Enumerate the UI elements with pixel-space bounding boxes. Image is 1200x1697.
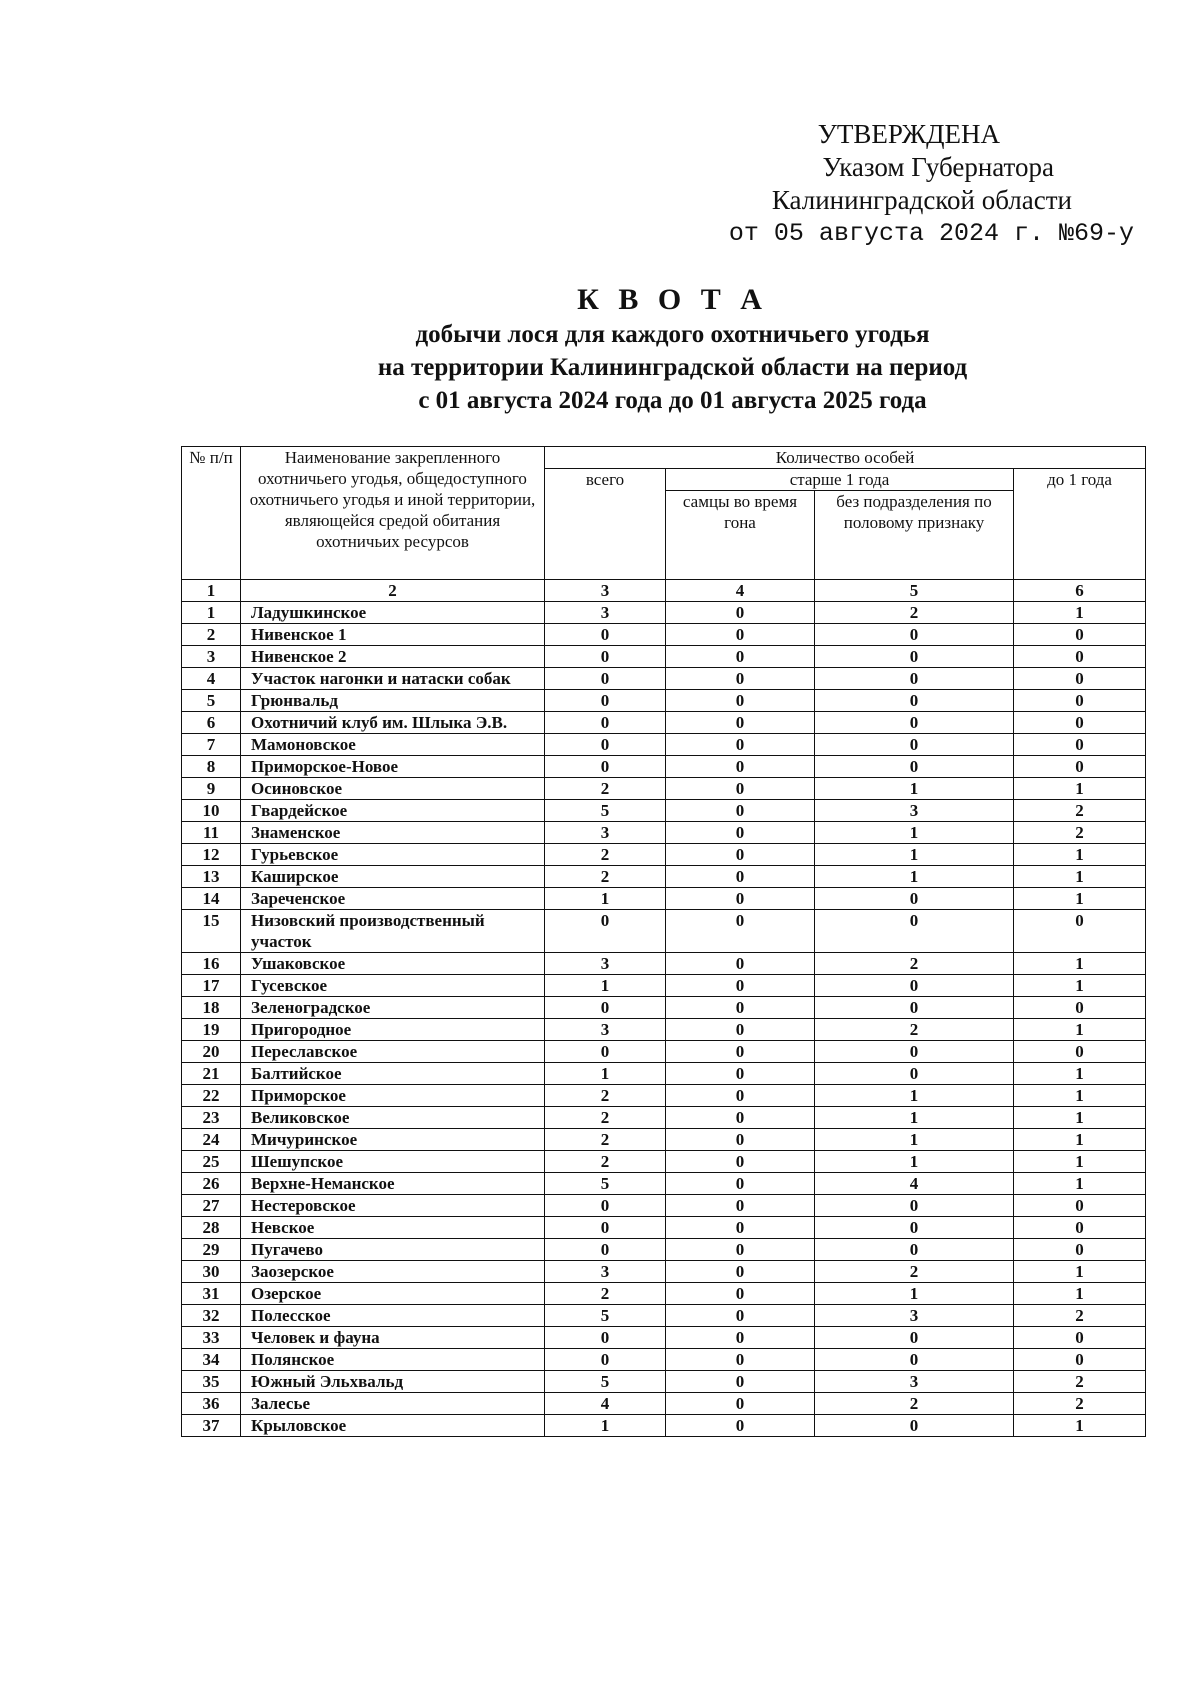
row-number: 21 [182,1063,241,1085]
young-count: 2 [1014,1371,1146,1393]
territory-name: Великовское [241,1107,545,1129]
young-count: 0 [1014,910,1146,953]
young-count: 0 [1014,1239,1146,1261]
row-number: 36 [182,1393,241,1415]
approval-status: УТВЕРЖДЕНА [817,119,1000,149]
males-count: 0 [666,734,815,756]
total-count: 0 [545,712,666,734]
table-row [182,822,1146,844]
young-count: 1 [1014,1085,1146,1107]
young-count: 1 [1014,866,1146,888]
total-count: 1 [545,975,666,997]
total-count: 5 [545,1305,666,1327]
table-row [182,756,1146,778]
males-count: 0 [666,1371,815,1393]
males-count: 0 [666,910,815,953]
table-row [182,1217,1146,1239]
total-count: 3 [545,953,666,975]
row-number: 16 [182,953,241,975]
column-index-row [182,580,1146,602]
total-count: 2 [545,1107,666,1129]
row-number: 10 [182,800,241,822]
row-number: 20 [182,1041,241,1063]
row-number: 32 [182,1305,241,1327]
row-number: 13 [182,866,241,888]
territory-name: Балтийское [241,1063,545,1085]
table-row [182,1041,1146,1063]
young-count: 0 [1014,690,1146,712]
territory-name: Невское [241,1217,545,1239]
young-count: 1 [1014,1173,1146,1195]
title-line-1: добычи лося для каждого охотничьего угодья [415,321,930,348]
males-count: 0 [666,1305,815,1327]
total-count: 0 [545,1217,666,1239]
unsexed-count: 0 [815,975,1014,997]
total-count: 0 [545,997,666,1019]
males-count: 0 [666,844,815,866]
total-count: 5 [545,800,666,822]
total-count: 0 [545,1041,666,1063]
males-count: 0 [666,646,815,668]
unsexed-count: 0 [815,888,1014,910]
row-number: 3 [182,646,241,668]
territory-name: Ладушкинское [241,602,545,624]
row-number: 27 [182,1195,241,1217]
young-count: 1 [1014,975,1146,997]
total-count: 0 [545,690,666,712]
males-count: 0 [666,778,815,800]
territory-name: Южный Эльхвальд [241,1371,545,1393]
total-count: 2 [545,1283,666,1305]
unsexed-count: 2 [815,602,1014,624]
table-row [182,1107,1146,1129]
approval-region: Калининградской области [771,185,1072,215]
row-number: 33 [182,1327,241,1349]
table-row [182,1085,1146,1107]
table-row [182,778,1146,800]
unsexed-count: 0 [815,910,1014,953]
row-number: 23 [182,1107,241,1129]
total-count: 2 [545,1129,666,1151]
unsexed-count: 2 [815,1019,1014,1041]
unsexed-count: 0 [815,1239,1014,1261]
young-count: 1 [1014,953,1146,975]
row-number: 5 [182,690,241,712]
table-row [182,1173,1146,1195]
territory-name: Переславское [241,1041,545,1063]
table-row [182,1195,1146,1217]
table-row [182,1261,1146,1283]
quota-table [181,446,1146,1437]
young-count: 2 [1014,800,1146,822]
header-males: самцы во время гона [666,491,815,580]
row-number: 9 [182,778,241,800]
males-count: 0 [666,1415,815,1437]
unsexed-count: 0 [815,690,1014,712]
row-number: 1 [182,602,241,624]
total-count: 0 [545,1349,666,1371]
males-count: 0 [666,1173,815,1195]
males-count: 0 [666,866,815,888]
unsexed-count: 3 [815,1305,1014,1327]
territory-name: Мамоновское [241,734,545,756]
males-count: 0 [666,1195,815,1217]
table-row [182,1151,1146,1173]
males-count: 0 [666,1129,815,1151]
territory-name: Залесье [241,1393,545,1415]
unsexed-count: 1 [815,866,1014,888]
young-count: 1 [1014,1283,1146,1305]
territory-name: Грюнвальд [241,690,545,712]
unsexed-count: 1 [815,822,1014,844]
approval-authority: Указом Губернатора [822,152,1054,182]
table-row [182,1239,1146,1261]
males-count: 0 [666,1085,815,1107]
title-line-2: на территории Калининградской области на период [377,354,968,381]
row-number: 35 [182,1371,241,1393]
territory-name: Охотничий клуб им. Шлыка Э.В. [241,712,545,734]
total-count: 0 [545,1195,666,1217]
males-count: 0 [666,602,815,624]
row-number: 18 [182,997,241,1019]
row-number: 11 [182,822,241,844]
males-count: 0 [666,756,815,778]
total-count: 3 [545,1261,666,1283]
unsexed-count: 0 [815,668,1014,690]
unsexed-count: 2 [815,953,1014,975]
table-row [182,953,1146,975]
unsexed-count: 0 [815,1041,1014,1063]
young-count: 0 [1014,712,1146,734]
males-count: 0 [666,1283,815,1305]
males-count: 0 [666,888,815,910]
total-count: 1 [545,1063,666,1085]
territory-name: Заозерское [241,1261,545,1283]
unsexed-count: 4 [815,1173,1014,1195]
table-row [182,602,1146,624]
unsexed-count: 0 [815,624,1014,646]
males-count: 0 [666,1239,815,1261]
males-count: 0 [666,712,815,734]
territory-name: Человек и фауна [241,1327,545,1349]
males-count: 0 [666,822,815,844]
header-nosex: без подразделения по половому признаку [815,491,1014,580]
title-line-3: с 01 августа 2024 года до 01 августа 2025 года [418,387,927,414]
young-count: 1 [1014,778,1146,800]
young-count: 1 [1014,844,1146,866]
males-count: 0 [666,1019,815,1041]
males-count: 0 [666,1217,815,1239]
table-row [182,910,1146,953]
total-count: 2 [545,866,666,888]
total-count: 0 [545,668,666,690]
unsexed-count: 0 [815,1415,1014,1437]
young-count: 0 [1014,668,1146,690]
young-count: 1 [1014,602,1146,624]
territory-name: Нестеровское [241,1195,545,1217]
unsexed-count: 2 [815,1261,1014,1283]
territory-name: Низовский производственный участок [241,910,545,953]
table-row [182,712,1146,734]
total-count: 5 [545,1173,666,1195]
unsexed-count: 1 [815,1107,1014,1129]
row-number: 17 [182,975,241,997]
total-count: 0 [545,646,666,668]
young-count: 2 [1014,1393,1146,1415]
total-count: 2 [545,778,666,800]
table-row [182,888,1146,910]
young-count: 1 [1014,1129,1146,1151]
unsexed-count: 0 [815,734,1014,756]
territory-name: Нивенское 1 [241,624,545,646]
table-row [182,646,1146,668]
young-count: 1 [1014,888,1146,910]
young-count: 0 [1014,646,1146,668]
territory-name: Зеленоградское [241,997,545,1019]
unsexed-count: 2 [815,1393,1014,1415]
table-row [182,866,1146,888]
territory-name: Каширское [241,866,545,888]
territory-name: Участок нагонки и натаски собак [241,668,545,690]
row-number: 7 [182,734,241,756]
total-count: 2 [545,844,666,866]
total-count: 0 [545,756,666,778]
males-count: 0 [666,997,815,1019]
table-row [182,975,1146,997]
approval-block [728,118,1134,250]
territory-name: Мичуринское [241,1129,545,1151]
males-count: 0 [666,690,815,712]
males-count: 0 [666,624,815,646]
territory-name: Зареченское [241,888,545,910]
total-count: 3 [545,602,666,624]
territory-name: Крыловское [241,1415,545,1437]
total-count: 4 [545,1393,666,1415]
total-count: 2 [545,1085,666,1107]
young-count: 2 [1014,822,1146,844]
total-count: 3 [545,822,666,844]
territory-name: Знаменское [241,822,545,844]
total-count: 3 [545,1019,666,1041]
row-number: 12 [182,844,241,866]
unsexed-count: 0 [815,1349,1014,1371]
table-row [182,1019,1146,1041]
approval-decree-date: от 05 августа 2024 г. №69-у [728,219,1134,248]
young-count: 1 [1014,1107,1146,1129]
young-count: 0 [1014,997,1146,1019]
table-row [182,800,1146,822]
males-count: 0 [666,1393,815,1415]
table-row [182,734,1146,756]
header-row-1 [182,447,1146,469]
table-row [182,1415,1146,1437]
territory-name: Осиновское [241,778,545,800]
territory-name: Ушаковское [241,953,545,975]
row-number: 25 [182,1151,241,1173]
row-number: 34 [182,1349,241,1371]
row-number: 31 [182,1283,241,1305]
row-number: 15 [182,910,241,953]
column-index: 4 [666,580,815,602]
young-count: 0 [1014,624,1146,646]
row-number: 6 [182,712,241,734]
territory-name: Шешупское [241,1151,545,1173]
territory-name: Гурьевское [241,844,545,866]
row-number: 22 [182,1085,241,1107]
row-number: 19 [182,1019,241,1041]
unsexed-count: 1 [815,1085,1014,1107]
unsexed-count: 1 [815,1129,1014,1151]
young-count: 0 [1014,1041,1146,1063]
males-count: 0 [666,1151,815,1173]
row-number: 8 [182,756,241,778]
total-count: 1 [545,888,666,910]
table-row [182,1305,1146,1327]
total-count: 0 [545,1239,666,1261]
territory-name: Верхне-Неманское [241,1173,545,1195]
young-count: 1 [1014,1019,1146,1041]
young-count: 0 [1014,1217,1146,1239]
header-older: старше 1 года [666,469,1014,491]
table-row [182,624,1146,646]
header-num: № п/п [182,447,241,580]
young-count: 1 [1014,1151,1146,1173]
unsexed-count: 0 [815,1327,1014,1349]
young-count: 0 [1014,734,1146,756]
row-number: 37 [182,1415,241,1437]
total-count: 1 [545,1415,666,1437]
row-number: 14 [182,888,241,910]
row-number: 29 [182,1239,241,1261]
territory-name: Приморское-Новое [241,756,545,778]
young-count: 1 [1014,1415,1146,1437]
young-count: 1 [1014,1063,1146,1085]
column-index: 1 [182,580,241,602]
table-row [182,1063,1146,1085]
territory-name: Гусевское [241,975,545,997]
total-count: 0 [545,910,666,953]
table-row [182,1283,1146,1305]
males-count: 0 [666,1063,815,1085]
unsexed-count: 3 [815,1371,1014,1393]
table-row [182,668,1146,690]
row-number: 2 [182,624,241,646]
header-count: Количество особей [545,447,1146,469]
territory-name: Пригородное [241,1019,545,1041]
table-row [182,997,1146,1019]
total-count: 5 [545,1371,666,1393]
territory-name: Гвардейское [241,800,545,822]
unsexed-count: 0 [815,756,1014,778]
unsexed-count: 0 [815,1195,1014,1217]
table-row [182,1371,1146,1393]
males-count: 0 [666,1349,815,1371]
row-number: 28 [182,1217,241,1239]
title-main: К В О Т А [577,283,768,316]
unsexed-count: 0 [815,646,1014,668]
row-number: 24 [182,1129,241,1151]
young-count: 1 [1014,1261,1146,1283]
total-count: 2 [545,1151,666,1173]
unsexed-count: 1 [815,778,1014,800]
header-name: Наименование закрепленного охотничьего угодья, общедоступного охотничьего угодья и иной территории, являющейся средой обитания охотничьих ресурсов [241,447,545,580]
males-count: 0 [666,800,815,822]
unsexed-count: 0 [815,1063,1014,1085]
territory-name: Нивенское 2 [241,646,545,668]
males-count: 0 [666,1261,815,1283]
total-count: 0 [545,1327,666,1349]
document-title [0,282,1200,417]
row-number: 26 [182,1173,241,1195]
column-index: 2 [241,580,545,602]
unsexed-count: 0 [815,712,1014,734]
territory-name: Полесское [241,1305,545,1327]
young-count: 0 [1014,1349,1146,1371]
males-count: 0 [666,953,815,975]
total-count: 0 [545,624,666,646]
young-count: 0 [1014,756,1146,778]
row-number: 30 [182,1261,241,1283]
column-index: 6 [1014,580,1146,602]
young-count: 0 [1014,1195,1146,1217]
males-count: 0 [666,975,815,997]
territory-name: Приморское [241,1085,545,1107]
table-row [182,1393,1146,1415]
unsexed-count: 1 [815,1283,1014,1305]
column-index: 5 [815,580,1014,602]
males-count: 0 [666,1041,815,1063]
males-count: 0 [666,668,815,690]
young-count: 2 [1014,1305,1146,1327]
unsexed-count: 1 [815,1151,1014,1173]
unsexed-count: 0 [815,997,1014,1019]
males-count: 0 [666,1327,815,1349]
unsexed-count: 0 [815,1217,1014,1239]
unsexed-count: 3 [815,800,1014,822]
header-young: до 1 года [1014,469,1146,580]
table-row [182,1129,1146,1151]
territory-name: Озерское [241,1283,545,1305]
header-total: всего [545,469,666,580]
young-count: 0 [1014,1327,1146,1349]
row-number: 4 [182,668,241,690]
table-row [182,1349,1146,1371]
territory-name: Полянское [241,1349,545,1371]
column-index: 3 [545,580,666,602]
unsexed-count: 1 [815,844,1014,866]
table-row [182,690,1146,712]
table-row [182,1327,1146,1349]
table-row [182,844,1146,866]
total-count: 0 [545,734,666,756]
males-count: 0 [666,1107,815,1129]
territory-name: Пугачево [241,1239,545,1261]
